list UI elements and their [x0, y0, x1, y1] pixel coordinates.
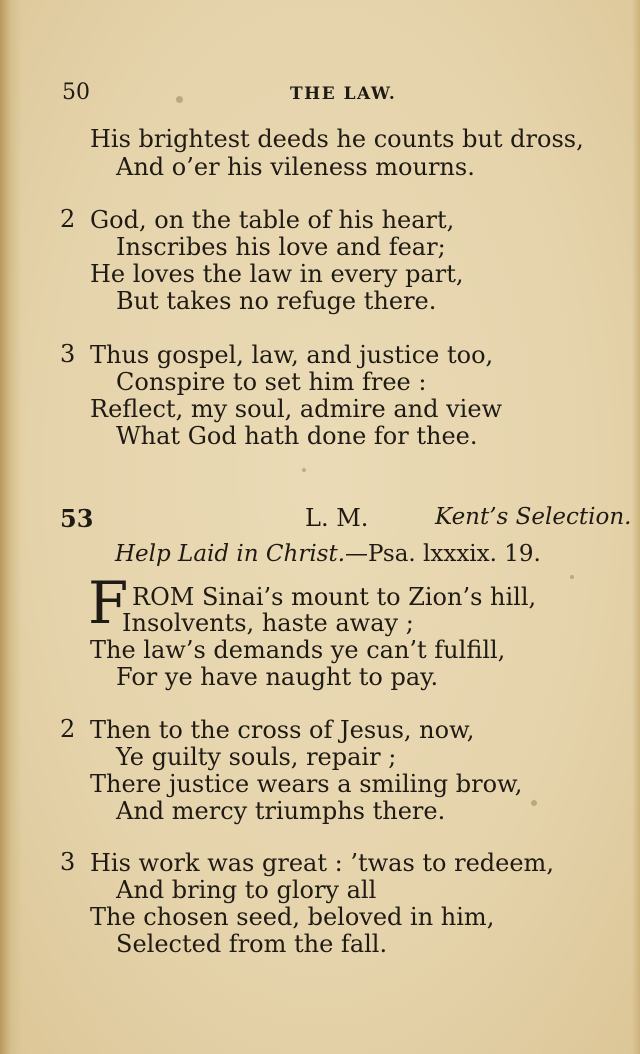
page-edge-shadow: [632, 0, 640, 1054]
verse-line: His brightest deeds he counts but dross,: [90, 125, 584, 153]
verse-line: Then to the cross of Jesus, now,: [90, 716, 475, 744]
stanza-number: 2: [60, 205, 76, 233]
verse-line: The law’s demands ye can’t fulfill,: [90, 636, 506, 664]
page-gutter-shadow: [0, 0, 22, 1054]
verse-line: Conspire to set him free :: [116, 368, 427, 396]
hymn-subtitle-title: Help Laid in Christ.: [115, 541, 346, 567]
stanza-number: 3: [60, 340, 76, 368]
verse-line: He loves the law in every part,: [90, 260, 464, 288]
verse-line: The chosen seed, beloved in him,: [90, 903, 495, 931]
verse-line: For ye have naught to pay.: [116, 663, 439, 691]
verse-line: Selected from the fall.: [116, 930, 388, 958]
verse-line: There justice wears a smiling brow,: [90, 770, 523, 798]
stanza-number: 2: [60, 715, 76, 743]
hymn-meter: L. M.: [305, 504, 369, 532]
running-head: THE LAW.: [290, 84, 397, 104]
paper-speck: [302, 468, 306, 472]
hymn-number: 53: [60, 504, 94, 533]
verse-line: Insolvents, haste away ;: [122, 609, 414, 637]
verse-line: God, on the table of his heart,: [90, 206, 455, 234]
verse-line: And o’er his vileness mourns.: [116, 153, 475, 181]
verse-line: And bring to glory all: [116, 876, 377, 904]
verse-line: Thus gospel, law, and justice too,: [90, 341, 494, 369]
hymn-source: Kent’s Selection.: [435, 504, 632, 530]
verse-line: Inscribes his love and fear;: [116, 233, 446, 261]
page-number: 50: [62, 80, 90, 105]
verse-line: But takes no refuge there.: [116, 287, 437, 315]
paper-speck: [570, 575, 574, 579]
verse-line: What God hath done for thee.: [116, 422, 478, 450]
hymn-subtitle: [115, 541, 541, 567]
stanza-number: 3: [60, 848, 76, 876]
verse-line: And mercy triumphs there.: [116, 797, 446, 825]
verse-line: His work was great : ’twas to redeem,: [90, 849, 554, 877]
verse-line: ROM Sinai’s mount to Zion’s hill,: [132, 583, 537, 611]
verse-line: Reflect, my soul, admire and view: [90, 395, 503, 423]
paper-speck: [176, 96, 183, 103]
drop-cap: F: [88, 569, 129, 637]
verse-line: Ye guilty souls, repair ;: [116, 743, 397, 771]
hymn-subtitle-reference: —Psa. lxxxix. 19.: [345, 541, 541, 567]
paper-speck: [531, 800, 537, 806]
